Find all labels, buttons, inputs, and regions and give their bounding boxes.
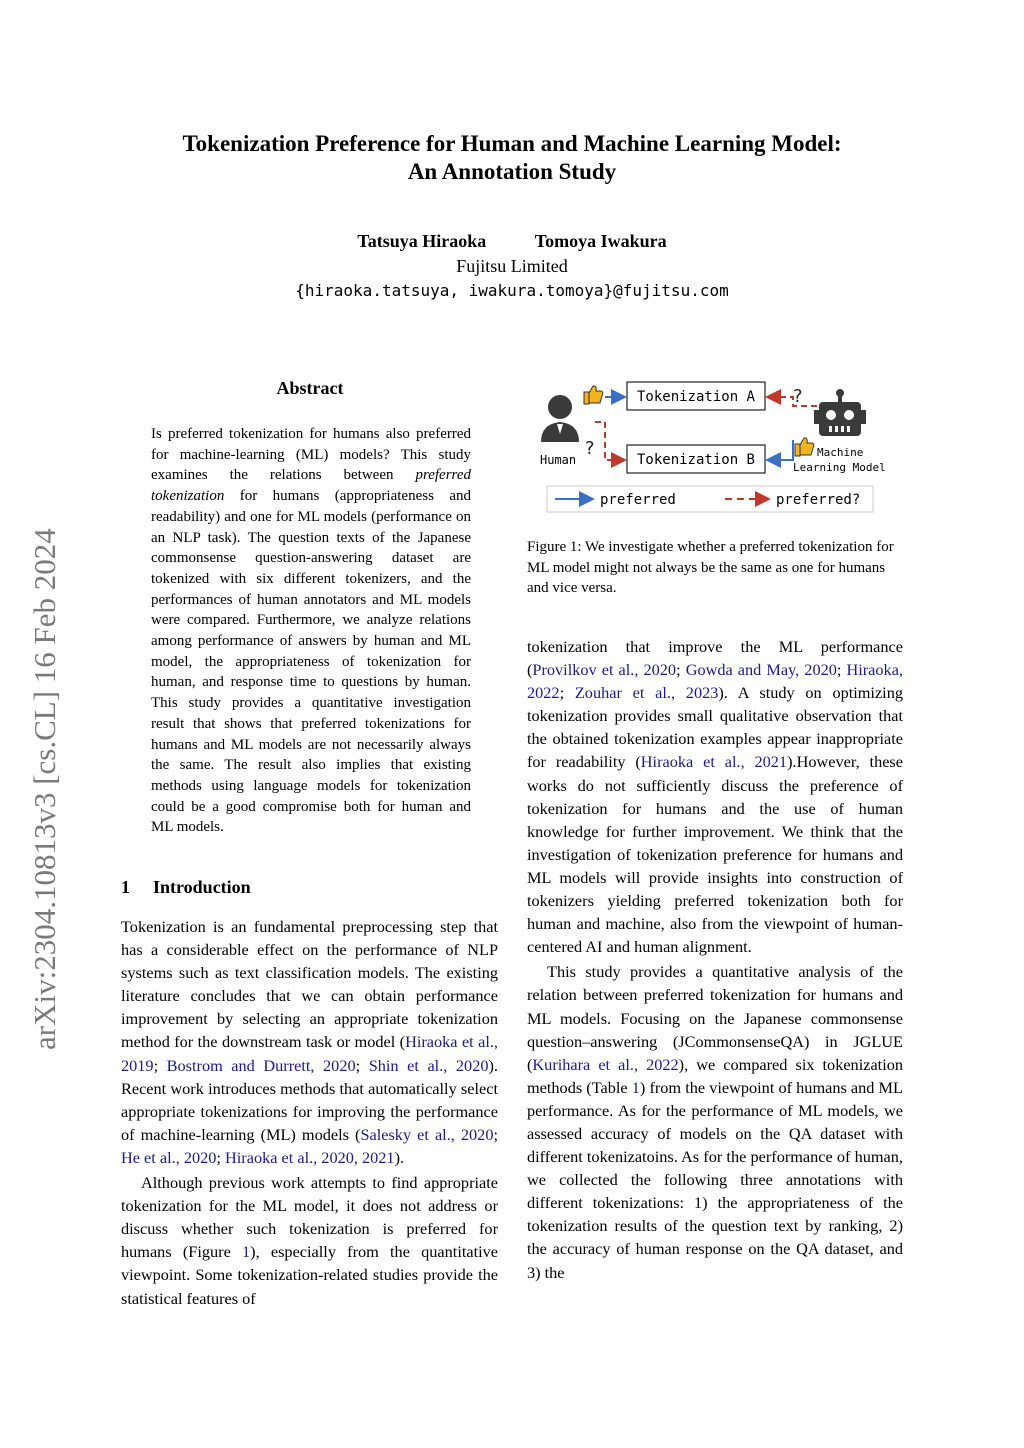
author-1: Tatsuya Hiraoka [357,231,487,251]
tokenization-a-label: Tokenization A [636,389,756,405]
citation-link[interactable]: Bostrom and Durrett, 2020 [166,1055,356,1075]
paper-title [0,130,1024,186]
text-run: ). Recent work introduces methods that automatically select appropriate tokenizations for improving the performance of machine-learning (ML) models ( [121,1055,498,1144]
citation-link[interactable]: Hiraoka, 2022 [527,660,903,703]
author-list [0,230,1024,252]
citation-link[interactable]: Kurihara et al., 2022 [532,1054,679,1074]
abstract-body [151,424,471,838]
robot-icon [814,389,866,436]
abstract-text-b: for humans (appropriateness and readability) and one for ML models (performance on an NLP task). The question texts of the Japanese commonsense question-answering dataset are tokenized with six different tokenizers, and the performances of human annotators and ML models were compared. Furthermore, we analyze relations among performance of answers by human and ML model, the appropriateness of tokenization for human, and response time to questions by human. This study provides a quantitative investigation result that shows that preferred tokenizations for humans and ML models are not necessarily always the same. The result also implies that existing methods using language models for tokenization could be a good compromise both for human and ML models. [151,488,471,836]
citation-link[interactable]: Salesky et al., 2020 [360,1124,494,1144]
author-2: Tomoya Iwakura [534,231,667,251]
intro-paragraph-1 [121,915,498,1169]
citation-link[interactable]: Hiraoka et al., 2019 [121,1032,498,1075]
tokenization-b-label: Tokenization B [636,452,756,468]
question-mark-human: ? [585,438,595,459]
text-run: Tokenization is an fundamental preprocessing step that has a considerable effect on the performance of NLP systems such as text classification models. The existing literature concludes that we can obtain performance improvement by selecting an appropriate tokenization method for the downstream task or model ( [121,917,498,1052]
table-reference-link[interactable]: 1 [631,1077,640,1097]
ml-uncertain-arrow [767,397,817,406]
citation-link[interactable]: He et al., 2020 [121,1147,217,1167]
title-line-1: Tokenization Preference for Human and Machine Learning Model: [182,131,842,156]
abstract-text-emphasis: preferred tokenization [151,467,471,505]
thumbs-up-icon [795,438,814,456]
title-line-2: An Annotation Study [407,159,617,184]
citation-link[interactable]: Shin et al., 2020 [368,1055,489,1075]
intro-right-column [527,635,903,1284]
citation-link[interactable]: Hiraoka et al., 2020, 2021 [225,1147,395,1167]
citation-link[interactable]: Gowda and May, 2020 [685,660,837,680]
human-uncertain-arrow [595,422,625,460]
text-run: ; [676,660,686,680]
right-paragraph-1 [527,635,903,958]
text-run: Although previous work attempts to find appropriate tokenization for the ML model, it does not address or discuss whether such tokenization is preferred for humans (Figure [121,1173,498,1262]
human-label: Human [540,453,577,467]
human-icon [541,395,579,442]
author-email: {hiraoka.tatsuya, iwakura.tomoya}@fujitsu.com [295,281,729,300]
ml-preferred-arrow [767,440,793,460]
text-run: ; [153,1055,167,1075]
thumbs-up-icon [584,386,603,404]
text-run: ; [355,1055,369,1075]
legend-preferred-label: preferred [600,492,676,508]
section-number: 1 [121,877,130,897]
figure-1-diagram [527,380,903,520]
arxiv-stamp: arXiv:2304.10813v3 [cs.CL] 16 Feb 2024 [27,528,62,1050]
question-mark-ml: ? [793,386,803,407]
text-run: ; [493,1124,498,1144]
citation-link[interactable]: Hiraoka et al., 2021 [640,752,788,772]
text-run: This study provides a quantitative analysis of the relation between preferred tokenization for humans and ML models. Focusing on the Japanese commonsense question–answering (JCommonsenseQA) in JGLUE ( [527,962,903,1074]
text-run: ; [559,683,575,703]
citation-link[interactable]: Zouhar et al., 2023 [574,683,719,703]
text-run: ).However, these works do not sufficiently discuss the preference of tokenization for humans and the use of human knowledge for further improvement. We think that the investigation of tokenization preference for humans and ML models will provide insights into construction of tokenizers yielding preferred tokenization both for human and machine, also from the viewpoint of human-centered AI and human alignment. [527,752,903,957]
abstract-text-a: Is preferred tokenization for humans also preferred for machine-learning (ML) models? This study examines the relations between [151,426,471,484]
ml-label-line-2: Learning Model [793,461,886,474]
text-run: ; [216,1147,226,1167]
text-run: ). [394,1147,405,1167]
text-run: ), we compared six tokenization methods (Table [527,1054,904,1097]
figure-1-caption: Figure 1: We investigate whether a preferred tokenization for ML model might not always be the same as one for humans and vice versa. [527,539,894,596]
abstract-heading: Abstract [276,378,344,398]
figure-1 [527,380,903,520]
figure-reference-link[interactable]: 1 [242,1242,251,1262]
text-run: tokenization that improve the ML performance ( [527,637,903,680]
intro-left-column [121,915,498,1310]
text-run: ; [836,660,847,680]
legend-preferred-question-label: preferred? [776,492,861,508]
affiliation: Fujitsu Limited [456,256,568,276]
text-run: ) from the viewpoint of humans and ML performance. As for the performance of ML models, we assessed accuracy of models on the QA dataset with different tokenizatoins. As for the performance of human, we collected the following three annotations with different tokenizations: 1) the appropriateness of the tokenization results of the question text by ranking, 2) the accuracy of human response on the QA dataset, and 3) the [527,1077,903,1282]
citation-link[interactable]: Provilkov et al., 2020 [532,660,677,680]
ml-label-line-1: Machine [817,446,864,459]
text-run: ), especially from the quantitative viewpoint. Some tokenization-related studies provide the statistical features of [121,1242,499,1308]
section-heading-introduction [121,877,251,898]
section-title: Introduction [153,877,251,897]
right-paragraph-2 [527,960,903,1283]
intro-paragraph-2 [121,1171,498,1310]
text-run: ). A study on optimizing tokenization provides small qualitative observation that the obtained tokenization examples appear inappropriate for readability ( [527,683,903,772]
